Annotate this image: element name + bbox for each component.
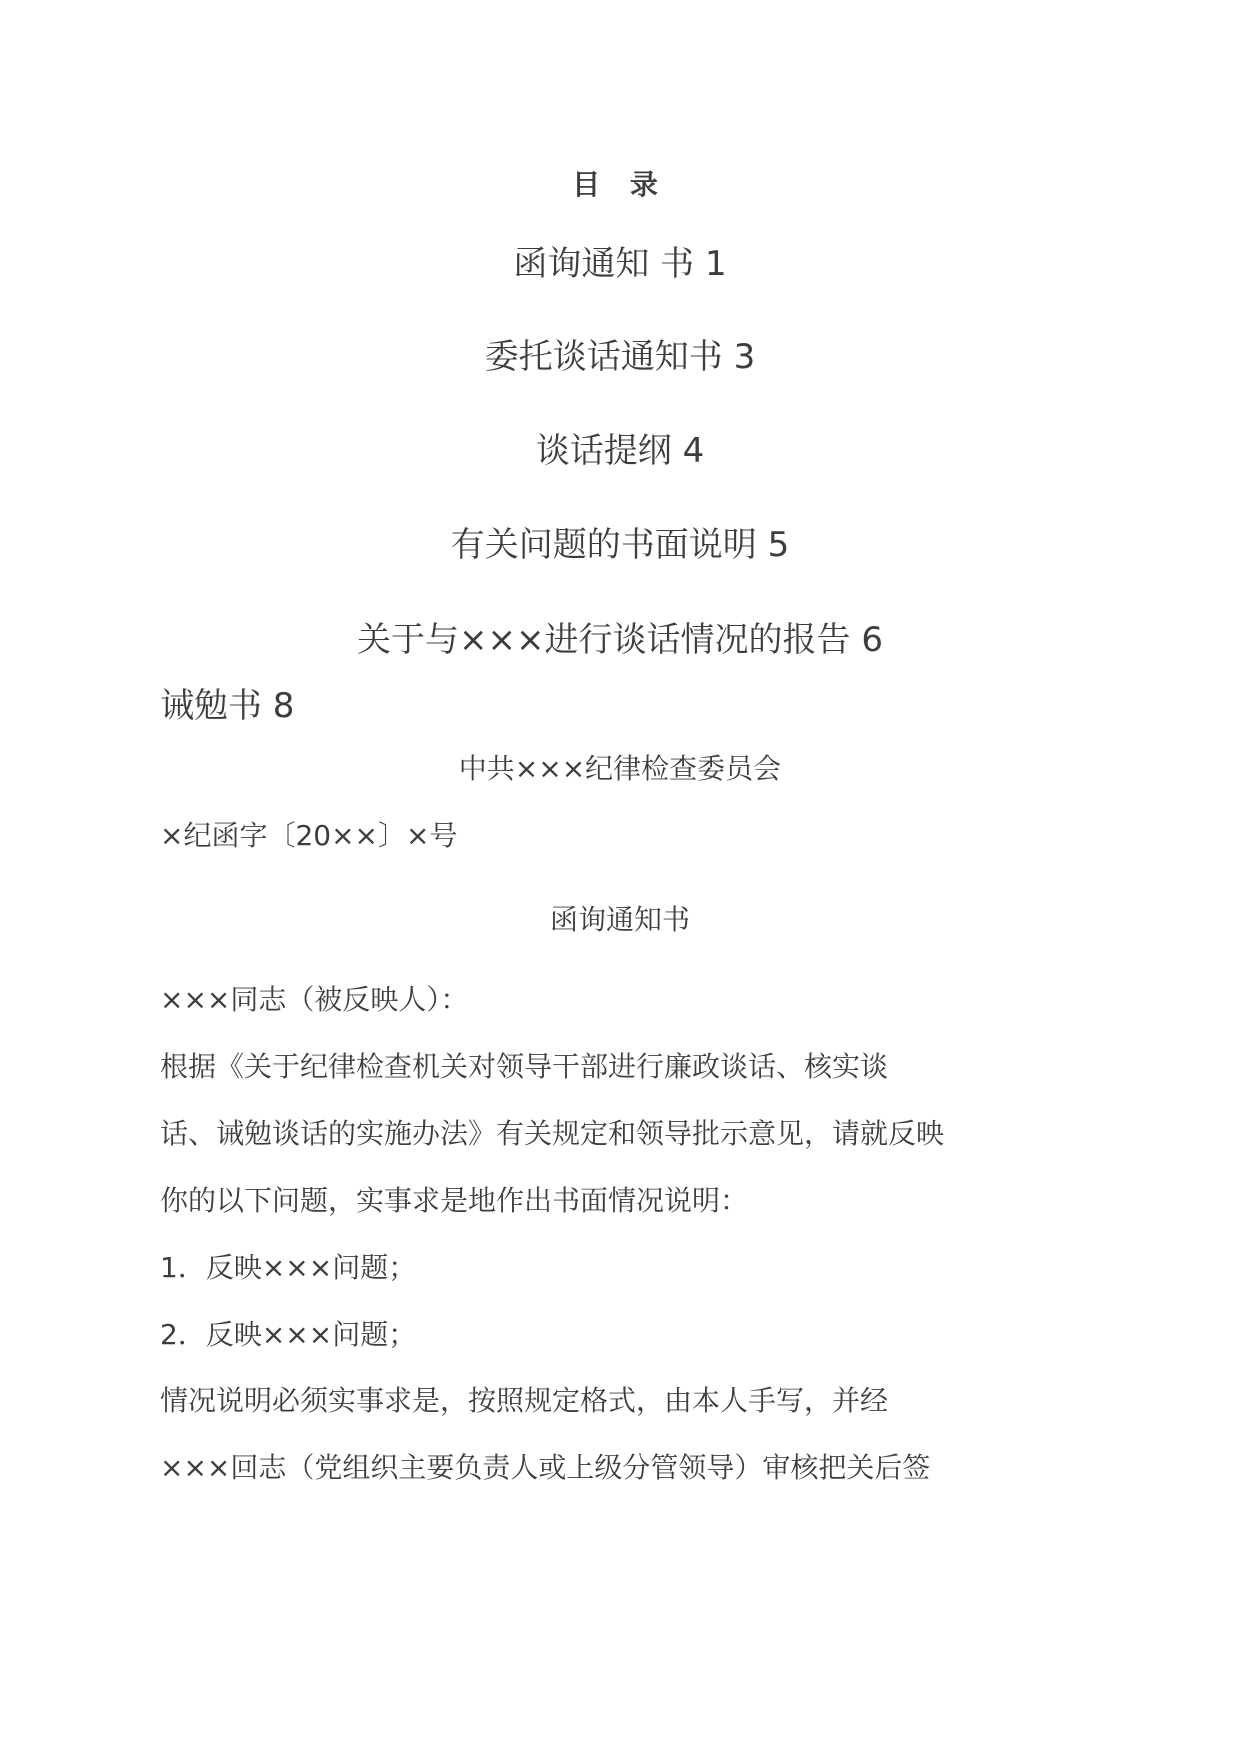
paragraph-line: 根据《关于纪律检查机关对领导干部进行廉政谈话、核实谈	[160, 1050, 889, 1083]
closing-line: 情况说明必须实事求是，按照规定格式，由本人手写，并经	[160, 1384, 889, 1417]
toc-item-4[interactable]: 有关问题的书面说明 5	[450, 525, 790, 565]
letter-title: 函询通知书	[549, 903, 690, 936]
toc-item-5[interactable]: 关于与×××进行谈话情况的报告 6	[357, 620, 883, 660]
letter-salutation: ×××同志（被反映人）：	[160, 983, 469, 1016]
toc-title: 目 录	[572, 168, 668, 201]
paragraph-line: 你的以下问题，实事求是地作出书面情况说明：	[160, 1184, 749, 1217]
toc-item-2[interactable]: 委托谈话通知书 3	[484, 337, 756, 377]
toc-item-6[interactable]: 诫勉书 8	[160, 686, 295, 726]
toc-item-3[interactable]: 谈话提纲 4	[535, 431, 705, 471]
letter-doc-number: ×纪函字〔20××〕×号	[160, 819, 458, 852]
letter-issuer: 中共×××纪律检查委员会	[458, 752, 782, 785]
paragraph-line: 话、诫勉谈话的实施办法》有关规定和领导批示意见，请就反映	[160, 1117, 945, 1150]
issue-item: 1．反映×××问题；	[160, 1251, 417, 1284]
closing-line: ×××回志（党组织主要负责人或上级分管领导）审核把关后签	[160, 1451, 931, 1484]
issue-item: 2．反映×××问题；	[160, 1318, 417, 1351]
toc-item-1[interactable]: 函询通知 书 1	[513, 244, 727, 284]
